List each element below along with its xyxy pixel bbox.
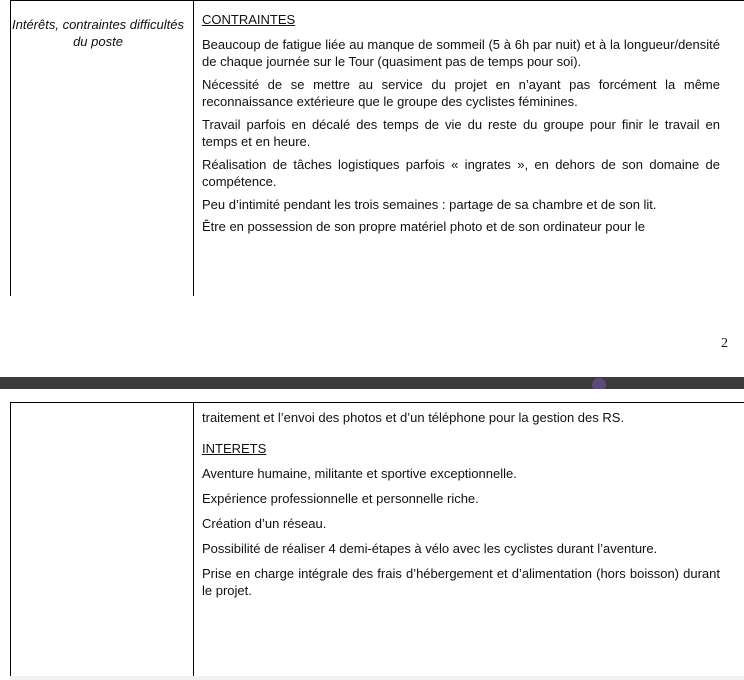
section-title-interets: INTERETS: [202, 441, 267, 456]
paragraph: Expérience professionnelle et personnelle riche.: [202, 491, 479, 506]
constraints-content: [202, 11, 720, 235]
section-title-contraintes: CONTRAINTES: [202, 12, 296, 27]
page-separator-bar: [0, 377, 744, 389]
table-top-border: [10, 402, 744, 403]
table-top-border: [10, 0, 744, 1]
paragraph: Création d’un réseau.: [202, 516, 327, 531]
paragraph: Aventure humaine, militante et sportive exceptionnelle.: [202, 466, 517, 481]
paragraph: Peu d’intimité pendant les trois semaines : partage de sa chambre et de son lit.: [202, 197, 657, 212]
paragraph: Nécessité de se mettre au service du projet en n’ayant pas forcément la même reconnaissance extérieure que le groupe des cyclistes féminines.: [202, 77, 720, 109]
paragraph: Réalisation de tâches logistiques parfois « ingrates », en dehors de son domaine de compétence.: [202, 157, 720, 189]
interests-content: [202, 409, 720, 599]
paragraph-continuation: traitement et l’envoi des photos et d’un téléphone pour la gestion des RS.: [202, 410, 625, 425]
paragraph: Possibilité de réaliser 4 demi-étapes à vélo avec les cyclistes durant l’aventure.: [202, 541, 658, 556]
row-label: Intérêts, contraintes difficultés du poste: [12, 17, 184, 49]
paragraph: Travail parfois en décalé des temps de vie du reste du groupe pour finir le travail en temps et en heure.: [202, 117, 720, 149]
next-table-row: [10, 676, 744, 680]
paragraph: Beaucoup de fatigue liée au manque de sommeil (5 à 6h par nuit) et à la longueur/densité de chaque journée sur le Tour (quasiment pas de temps pour soi).: [202, 37, 720, 69]
paragraph: Prise en charge intégrale des frais d’hébergement et d’alimentation (hors boisson) durant le projet.: [202, 566, 720, 598]
table-column-divider: [193, 0, 194, 296]
table-left-border: [10, 402, 11, 680]
table-column-divider: [193, 402, 194, 676]
paragraph: Être en possession de son propre matériel photo et de son ordinateur pour le: [202, 219, 645, 234]
document-page-2: [0, 389, 744, 680]
page-number: 2: [721, 336, 728, 351]
